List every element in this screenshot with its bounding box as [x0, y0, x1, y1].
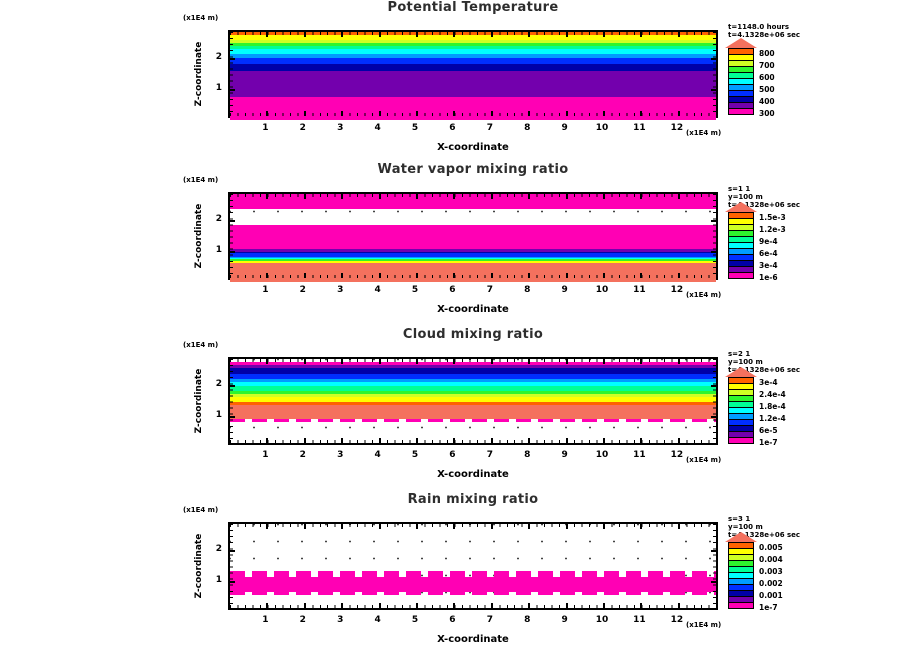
y-major-tick [711, 89, 716, 91]
x-major-tick [304, 273, 306, 278]
x-major-tick [266, 603, 268, 608]
x-major-tick [603, 438, 605, 443]
colorbar-tick-label: 1.2e-3 [759, 225, 786, 234]
contour-band-over [230, 405, 716, 419]
legend-time-hours: t=1148.0 hours [728, 23, 790, 31]
x-axis-label: X-coordinate [437, 142, 509, 153]
x-major-tick [678, 438, 680, 443]
minor-ticks-right [713, 359, 716, 443]
x-major-tick [453, 111, 455, 116]
x-major-tick [528, 359, 530, 364]
colorbar-overflow-arrow [725, 202, 757, 212]
minor-ticks-left [230, 524, 233, 608]
x-major-tick [640, 32, 642, 37]
y-major-tick [230, 581, 235, 583]
x-major-tick [304, 524, 306, 529]
x-tick-label: 9 [561, 285, 568, 295]
x-major-tick [640, 524, 642, 529]
colorbar-tick-label: 2.4e-4 [759, 390, 786, 399]
y-axis-label: Z-coordinate [194, 533, 204, 599]
contour-band-navy [230, 64, 716, 71]
x-tick-label: 4 [374, 285, 381, 295]
x-major-tick [603, 603, 605, 608]
x-major-tick [566, 524, 568, 529]
x-major-tick [266, 438, 268, 443]
y-axis-unit: (x1E4 m) [183, 14, 219, 22]
x-axis-label: X-coordinate [437, 469, 509, 480]
x-major-tick [566, 32, 568, 37]
colorbar-cell-magenta [729, 273, 753, 278]
x-major-tick [528, 524, 530, 529]
x-major-tick [453, 273, 455, 278]
x-tick-label: 7 [486, 450, 493, 460]
minor-ticks-left [230, 32, 233, 116]
panel-title: Rain mixing ratio [407, 492, 539, 507]
x-major-tick [603, 273, 605, 278]
x-major-tick [678, 273, 680, 278]
x-major-tick [416, 273, 418, 278]
colorbar-tick-label: 300 [759, 109, 775, 118]
colorbar-tick-label: 700 [759, 61, 775, 70]
legend [728, 185, 878, 315]
plot-area [228, 522, 718, 610]
x-major-tick [416, 111, 418, 116]
x-tick-label: 11 [633, 123, 646, 133]
x-major-tick [678, 359, 680, 364]
legend-y-position: y=100 m [728, 193, 763, 201]
x-major-tick [678, 524, 680, 529]
x-tick-label: 1 [262, 123, 269, 133]
x-major-tick [603, 111, 605, 116]
x-major-tick [528, 438, 530, 443]
contour-band-magenta [230, 97, 716, 120]
x-tick-label: 10 [595, 285, 609, 295]
x-axis-unit: (x1E4 m) [686, 291, 722, 299]
x-tick-label: 1 [262, 285, 269, 295]
y-axis-label: Z-coordinate [194, 41, 204, 107]
x-axis-unit: (x1E4 m) [686, 129, 722, 137]
x-major-tick [528, 603, 530, 608]
x-tick-label: 3 [337, 450, 344, 460]
y-major-tick [230, 550, 235, 552]
x-major-tick [678, 194, 680, 199]
colorbar-overflow-arrow [725, 38, 757, 48]
x-major-tick [491, 273, 493, 278]
x-major-tick [266, 359, 268, 364]
x-major-tick [640, 438, 642, 443]
colorbar-tick-label: 1e-6 [759, 273, 778, 282]
colorbar-tick-label: 6e-5 [759, 426, 778, 435]
x-tick-label: 10 [595, 123, 609, 133]
colorbar-tick-label: 1e-7 [759, 603, 778, 612]
x-major-tick [603, 359, 605, 364]
x-tick-label: 12 [670, 123, 684, 133]
x-major-tick [379, 273, 381, 278]
y-axis-unit: (x1E4 m) [183, 341, 219, 349]
x-tick-label: 11 [633, 450, 646, 460]
panel-title: Water vapor mixing ratio [377, 162, 569, 177]
y-tick-label: 1 [215, 244, 222, 255]
x-tick-label: 8 [524, 450, 531, 460]
colorbar [728, 542, 754, 609]
legend-time-seconds: t=4.1328e+06 sec [728, 31, 801, 39]
plot-area [228, 192, 718, 280]
x-major-tick [304, 603, 306, 608]
x-major-tick [416, 194, 418, 199]
x-major-tick [566, 194, 568, 199]
colorbar-tick-label: 0.003 [759, 567, 783, 576]
x-major-tick [416, 438, 418, 443]
y-major-tick [230, 385, 235, 387]
x-major-tick [341, 603, 343, 608]
x-tick-label: 5 [411, 450, 419, 460]
x-major-tick [379, 438, 381, 443]
x-tick-label: 10 [595, 450, 609, 460]
colorbar-tick-label: 3e-4 [759, 378, 778, 387]
x-major-tick [640, 273, 642, 278]
legend-slab-id: s=1 1 [728, 185, 751, 193]
colorbar-tick-label: 3e-4 [759, 261, 778, 270]
y-tick-label: 1 [215, 409, 222, 420]
colorbar-tick-label: 0.002 [759, 579, 783, 588]
x-major-tick [491, 111, 493, 116]
x-major-tick [678, 32, 680, 37]
x-major-tick [416, 32, 418, 37]
x-tick-label: 1 [262, 450, 269, 460]
colorbar-tick-label: 1.8e-4 [759, 402, 786, 411]
x-major-tick [304, 111, 306, 116]
legend-time-seconds: t=4.1328e+06 sec [728, 201, 801, 209]
x-tick-label: 6 [449, 123, 456, 133]
x-major-tick [304, 32, 306, 37]
panel-title: Cloud mixing ratio [402, 327, 544, 342]
x-major-tick [266, 273, 268, 278]
x-major-tick [453, 194, 455, 199]
x-tick-label: 5 [411, 285, 419, 295]
legend-slab-id: s=2 1 [728, 350, 751, 358]
x-major-tick [491, 438, 493, 443]
minor-ticks-left [230, 194, 233, 278]
x-major-tick [566, 603, 568, 608]
x-major-tick [379, 32, 381, 37]
x-axis-unit: (x1E4 m) [686, 621, 722, 629]
x-major-tick [379, 194, 381, 199]
x-major-tick [416, 524, 418, 529]
colorbar-tick-label: 1.2e-4 [759, 414, 786, 423]
x-major-tick [640, 359, 642, 364]
y-major-tick [711, 251, 716, 253]
x-tick-label: 3 [337, 285, 344, 295]
x-major-tick [603, 194, 605, 199]
x-tick-label: 7 [486, 615, 493, 625]
colorbar-tick-label: 1e-7 [759, 438, 778, 447]
x-axis-label: X-coordinate [437, 304, 509, 315]
x-major-tick [491, 603, 493, 608]
x-tick-label: 5 [411, 123, 419, 133]
x-major-tick [678, 603, 680, 608]
x-tick-label: 6 [449, 450, 456, 460]
x-major-tick [416, 603, 418, 608]
y-tick-label: 2 [215, 379, 222, 390]
x-major-tick [341, 438, 343, 443]
colorbar [728, 212, 754, 279]
legend-time-seconds: t=4.1328e+06 sec [728, 366, 801, 374]
colorbar-cell-magenta [729, 109, 753, 114]
colorbar-tick-label: 1.5e-3 [759, 213, 786, 222]
minor-ticks-left [230, 359, 233, 443]
x-tick-label: 2 [299, 450, 306, 460]
x-major-tick [453, 359, 455, 364]
x-tick-label: 2 [299, 615, 306, 625]
x-major-tick [528, 111, 530, 116]
x-axis-label: X-coordinate [437, 634, 509, 645]
x-major-tick [341, 273, 343, 278]
x-major-tick [528, 194, 530, 199]
x-major-tick [379, 524, 381, 529]
x-major-tick [341, 32, 343, 37]
colorbar-overflow-arrow [725, 532, 757, 542]
x-tick-label: 4 [374, 450, 381, 460]
colorbar-overflow-arrow [725, 367, 757, 377]
x-tick-label: 9 [561, 615, 568, 625]
x-major-tick [453, 32, 455, 37]
x-tick-label: 7 [486, 123, 493, 133]
colorbar-tick-label: 0.001 [759, 591, 783, 600]
x-tick-label: 10 [595, 615, 609, 625]
y-major-tick [230, 416, 235, 418]
x-major-tick [341, 194, 343, 199]
x-tick-label: 9 [561, 450, 568, 460]
y-axis-unit: (x1E4 m) [183, 506, 219, 514]
contour-band-magenta [230, 419, 716, 422]
colorbar [728, 48, 754, 115]
panel-title: Potential Temperature [387, 0, 559, 15]
legend-y-position: y=100 m [728, 523, 763, 531]
x-tick-label: 6 [449, 615, 456, 625]
x-major-tick [453, 438, 455, 443]
y-major-tick [711, 385, 716, 387]
x-major-tick [491, 194, 493, 199]
contour-band-magenta [230, 225, 716, 249]
x-major-tick [341, 359, 343, 364]
x-major-tick [341, 111, 343, 116]
y-axis-label: Z-coordinate [194, 203, 204, 269]
x-tick-label: 8 [524, 615, 531, 625]
x-major-tick [304, 194, 306, 199]
x-tick-label: 9 [561, 123, 568, 133]
x-major-tick [304, 438, 306, 443]
x-major-tick [379, 603, 381, 608]
x-major-tick [603, 524, 605, 529]
x-tick-label: 12 [670, 285, 684, 295]
minor-ticks-right [713, 194, 716, 278]
y-axis-label: Z-coordinate [194, 368, 204, 434]
x-major-tick [566, 273, 568, 278]
x-axis-unit: (x1E4 m) [686, 456, 722, 464]
y-tick-label: 1 [215, 82, 222, 93]
x-tick-label: 11 [633, 285, 646, 295]
x-tick-label: 11 [633, 615, 646, 625]
legend-time-seconds: t=4.1328e+06 sec [728, 531, 801, 539]
x-tick-label: 5 [411, 615, 419, 625]
x-tick-label: 6 [449, 285, 456, 295]
x-major-tick [266, 111, 268, 116]
legend [728, 515, 878, 645]
x-major-tick [640, 194, 642, 199]
x-major-tick [266, 194, 268, 199]
x-major-tick [266, 32, 268, 37]
colorbar-tick-label: 0.004 [759, 555, 783, 564]
colorbar-tick-label: 0.005 [759, 543, 783, 552]
x-major-tick [266, 524, 268, 529]
colorbar-tick-label: 800 [759, 49, 775, 58]
x-major-tick [640, 603, 642, 608]
x-major-tick [453, 603, 455, 608]
x-major-tick [566, 111, 568, 116]
legend-slab-id: s=3 1 [728, 515, 751, 523]
x-major-tick [304, 359, 306, 364]
y-tick-label: 2 [215, 214, 222, 225]
colorbar-tick-label: 500 [759, 85, 775, 94]
x-major-tick [566, 359, 568, 364]
y-tick-label: 2 [215, 52, 222, 63]
x-tick-label: 3 [337, 123, 344, 133]
legend-y-position: y=100 m [728, 358, 763, 366]
colorbar [728, 377, 754, 444]
y-major-tick [711, 581, 716, 583]
x-major-tick [678, 111, 680, 116]
x-tick-label: 4 [374, 123, 381, 133]
x-major-tick [416, 359, 418, 364]
x-tick-label: 8 [524, 123, 531, 133]
x-tick-label: 1 [262, 615, 269, 625]
plot-area [228, 30, 718, 118]
y-tick-label: 1 [215, 574, 222, 585]
x-major-tick [528, 273, 530, 278]
legend [728, 350, 878, 480]
colorbar-tick-label: 9e-4 [759, 237, 778, 246]
x-major-tick [528, 32, 530, 37]
x-major-tick [566, 438, 568, 443]
x-major-tick [491, 32, 493, 37]
x-tick-label: 8 [524, 285, 531, 295]
y-major-tick [230, 220, 235, 222]
x-tick-label: 12 [670, 615, 684, 625]
x-major-tick [491, 359, 493, 364]
x-major-tick [379, 359, 381, 364]
minor-ticks-right [713, 32, 716, 116]
x-tick-label: 3 [337, 615, 344, 625]
y-tick-label: 2 [215, 544, 222, 555]
y-major-tick [230, 58, 235, 60]
colorbar-tick-label: 6e-4 [759, 249, 778, 258]
x-tick-label: 2 [299, 285, 306, 295]
y-axis-unit: (x1E4 m) [183, 176, 219, 184]
colorbar-cell-magenta [729, 603, 753, 608]
x-major-tick [491, 524, 493, 529]
y-major-tick [711, 416, 716, 418]
x-tick-label: 2 [299, 123, 306, 133]
minor-ticks-right [713, 524, 716, 608]
colorbar-tick-label: 600 [759, 73, 775, 82]
contour-band-purple [230, 71, 716, 97]
x-tick-label: 12 [670, 450, 684, 460]
y-major-tick [711, 58, 716, 60]
x-tick-label: 4 [374, 615, 381, 625]
x-major-tick [379, 111, 381, 116]
contour-band-magenta [230, 592, 716, 595]
y-major-tick [711, 550, 716, 552]
x-major-tick [640, 111, 642, 116]
legend [728, 23, 878, 153]
x-major-tick [603, 32, 605, 37]
x-major-tick [341, 524, 343, 529]
plot-area [228, 357, 718, 445]
x-major-tick [453, 524, 455, 529]
y-major-tick [230, 251, 235, 253]
colorbar-cell-magenta [729, 438, 753, 443]
x-tick-label: 7 [486, 285, 493, 295]
y-major-tick [711, 220, 716, 222]
y-major-tick [230, 89, 235, 91]
contour-band-magenta [230, 577, 716, 592]
colorbar-tick-label: 400 [759, 97, 775, 106]
